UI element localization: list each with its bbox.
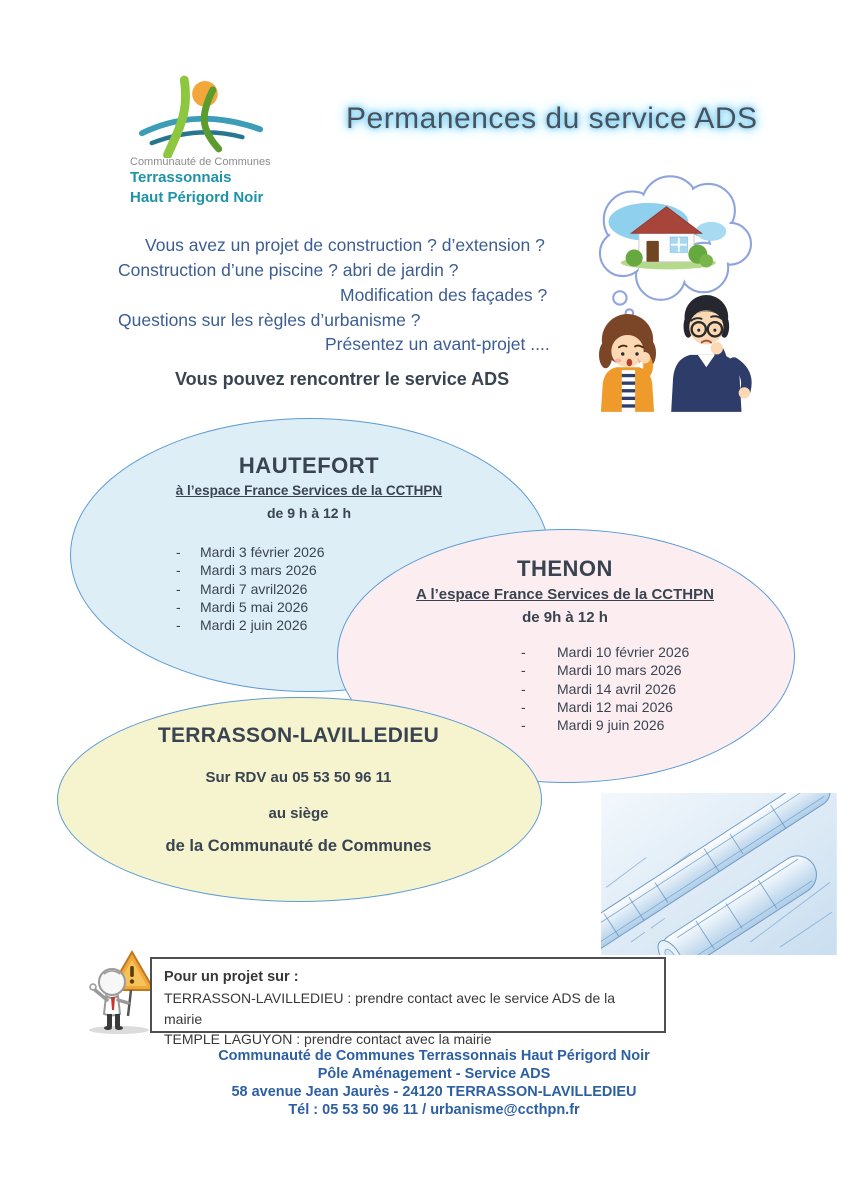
intro-line-5: Présentez un avant-projet .... [325, 334, 550, 354]
terrasson-siege-line: au siège [268, 805, 329, 822]
thenon-date: - Mardi 14 avril 2026 [521, 681, 677, 697]
hautefort-title: HAUTEFORT [238, 453, 380, 478]
dash-bullet: - [176, 617, 181, 633]
hautefort-date: - Mardi 2 juin 2026 [176, 617, 308, 633]
notice-line-temple: TEMPLE LAGUYON : prendre contact avec la mairie [164, 1031, 492, 1047]
man-figure [671, 295, 750, 412]
dash-bullet: - [521, 717, 526, 733]
meet-service-line: Vous pouvez rencontrer le service ADS [175, 369, 510, 389]
hautefort-date: - Mardi 5 mai 2026 [176, 599, 309, 615]
thenon-hours: de 9h à 12 h [522, 609, 608, 626]
thenon-title: THENON [517, 556, 613, 581]
woman-figure [599, 314, 656, 412]
blueprints-photo [601, 793, 837, 955]
dash-bullet: - [176, 562, 181, 578]
community-logo-icon [138, 74, 266, 158]
terrasson-rdv-line: Sur RDV au 05 53 50 96 11 [205, 769, 392, 786]
hautefort-date: - Mardi 3 mars 2026 [176, 562, 317, 578]
page-title: Permanences du service ADS [346, 102, 758, 135]
dash-bullet: - [176, 544, 181, 560]
hautefort-hours: de 9 h à 12 h [266, 505, 352, 521]
dash-bullet: - [521, 644, 526, 660]
hautefort-date: - Mardi 7 avril2026 [176, 581, 308, 597]
footer-contact: Tél : 05 53 50 96 11 / urbanisme@ccthpn.fr [288, 1102, 580, 1118]
dash-bullet: - [521, 699, 526, 715]
hautefort-venue: à l’espace France Services de la CCTHPN [175, 483, 443, 498]
logo-org-name: Terrassonnais [130, 169, 232, 186]
logo-org-type: Communauté de Communes [130, 156, 271, 168]
couple-thinking-illustration [580, 170, 770, 422]
thenon-date: - Mardi 10 mars 2026 [521, 662, 682, 678]
hautefort-date: - Mardi 3 février 2026 [176, 544, 325, 560]
notice-line-terrasson: TERRASSON-LAVILLEDIEU : prendre contact avec le service ADS de la mairie [164, 990, 616, 1027]
thenon-date: - Mardi 12 mai 2026 [521, 699, 673, 715]
intro-line-4: Questions sur les règles d’urbanisme ? [118, 310, 421, 330]
dash-bullet: - [176, 581, 181, 597]
dash-bullet: - [176, 599, 181, 615]
terrasson-commu-line: de la Communauté de Communes [165, 837, 432, 855]
thenon-date: - Mardi 9 juin 2026 [521, 717, 665, 733]
thenon-date: - Mardi 10 février 2026 [521, 644, 690, 660]
intro-line-2: Construction d’une piscine ? abri de jardin ? [118, 260, 459, 280]
footer-address: 58 avenue Jean Jaurès - 24120 TERRASSON-LAVILLEDIEU [231, 1084, 637, 1100]
dash-bullet: - [521, 662, 526, 678]
intro-line-3: Modification des façades ? [340, 285, 548, 305]
intro-line-1: Vous avez un projet de construction ? d’extension ? [145, 235, 545, 255]
terrasson-title: TERRASSON-LAVILLEDIEU [157, 724, 440, 747]
logo-org-name2: Haut Périgord Noir [130, 189, 264, 206]
footer-service: Pôle Aménagement - Service ADS [317, 1066, 551, 1082]
project-notice-box [150, 957, 666, 1047]
dash-bullet: - [521, 681, 526, 697]
thenon-venue: A l’espace France Services de la CCTHPN [416, 586, 714, 603]
notice-heading: Pour un projet sur : [164, 969, 299, 985]
footer-org-name: Communauté de Communes Terrassonnais Haut Périgord Noir [218, 1048, 650, 1064]
